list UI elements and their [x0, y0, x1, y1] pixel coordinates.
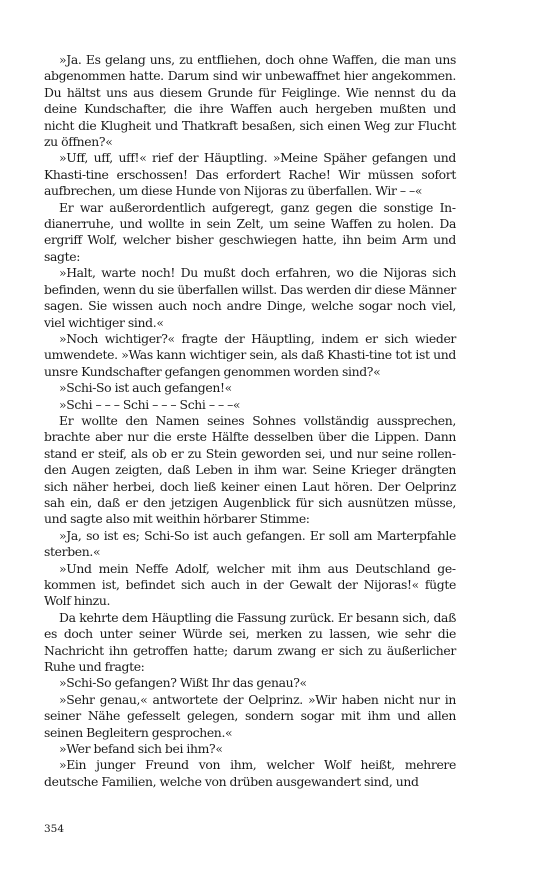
paragraph: »Sehr genau,« antwortete der Oelprinz. »Wir haben nicht nur in seiner Nähe gefesselt gelegen, sondern sogar mit ihm und allen seinen Begleitern gesprochen.«: [44, 691, 456, 740]
paragraph: »Schi-So ist auch gefangen!«: [59, 380, 232, 396]
paragraph: »Ein junger Freund von ihm, welcher Wolf heißt, mehrere deutsche Familien, welche von drüben ausgewandert sind, und: [44, 757, 456, 789]
book-page-text: [44, 52, 456, 790]
paragraph: Er war außerordentlich aufgeregt, ganz gegen die sonstige Indianerruhe, und wollte in sein Zelt, um seine Waffen zu holen. Da ergriff Wolf, welcher bisher geschwiegen hatte, ihn beim Arm und sagte:: [44, 199, 456, 264]
paragraph: »Halt, warte noch! Du mußt doch erfahren, wo die Nijoras sich befinden, wenn du sie überfallen willst. Das werden dir diese Männer sagen. Sie wissen auch noch andre Dinge, welche sogar noch viel, viel wichtiger sind.«: [44, 265, 456, 330]
paragraph: »Noch wichtiger?« fragte der Häuptling, indem er sich wieder umwendete. »Was kann wichtiger sein, als daß Khasti-tine tot ist und unsre Kundschafter gefangen genommen worden sind?«: [44, 330, 456, 379]
paragraph: »Ja, so ist es; Schi-So ist auch gefangen. Er soll am Marterpfahle sterben.«: [44, 527, 456, 560]
paragraph: »Schi-So gefangen? Wißt Ihr das genau?«: [59, 675, 307, 691]
paragraph: »Uff, uff, uff!« rief der Häuptling. »Meine Späher gefangen und Khasti-tine erschossen! Das erfordert Rache! Wir müssen sofort aufbrechen, um diese Hunde von Nijoras zu überfallen. Wir – –«: [44, 150, 456, 199]
paragraph: »Schi – – – Schi – – – Schi – – –«: [59, 396, 241, 412]
page-number: 354: [44, 823, 65, 835]
paragraph: Er wollte den Namen seines Sohnes vollständig aussprechen, brachte aber nur die erste Hälfte desselben über die Lippen. Dann stand er steif, als ob er zu Stein geworden sei, und nur seine rollenden Augen zeigten, daß Leben in ihm war. Seine Krieger drängten sich näher herbei, doch ließ keiner einen Laut hören. Der Oelprinz sah ein, daß er den jetzigen Augenblick für sich ausnützen müsse, und sagte also mit weithin hörbarer Stimme:: [44, 412, 456, 527]
paragraph: »Wer befand sich bei ihm?«: [59, 741, 223, 757]
paragraph: »Und mein Neffe Adolf, welcher mit ihm aus Deutschland gekommen ist, befindet sich auch in der Gewalt der Nijoras!« fügte Wolf hinzu.: [44, 560, 456, 609]
paragraph: »Ja. Es gelang uns, zu entfliehen, doch ohne Waffen, die man uns abgenommen hatte. Darum sind wir unbewaffnet hier angekommen. Du hältst uns aus diesem Grunde für Feiglinge. Wie nennst du da deine Kundschafter, die ihre Waffen auch hergeben mußten und nicht die Klugheit und Thatkraft besaßen, sich einen Weg zur Flucht zu öffnen?«: [44, 52, 456, 150]
paragraph: Da kehrte dem Häuptling die Fassung zurück. Er besann sich, daß es doch unter seiner Würde sei, merken zu lassen, wie sehr die Nachricht ihn getroffen hatte; darum zwang er sich zu äußerlicher Ruhe und fragte:: [44, 609, 456, 675]
